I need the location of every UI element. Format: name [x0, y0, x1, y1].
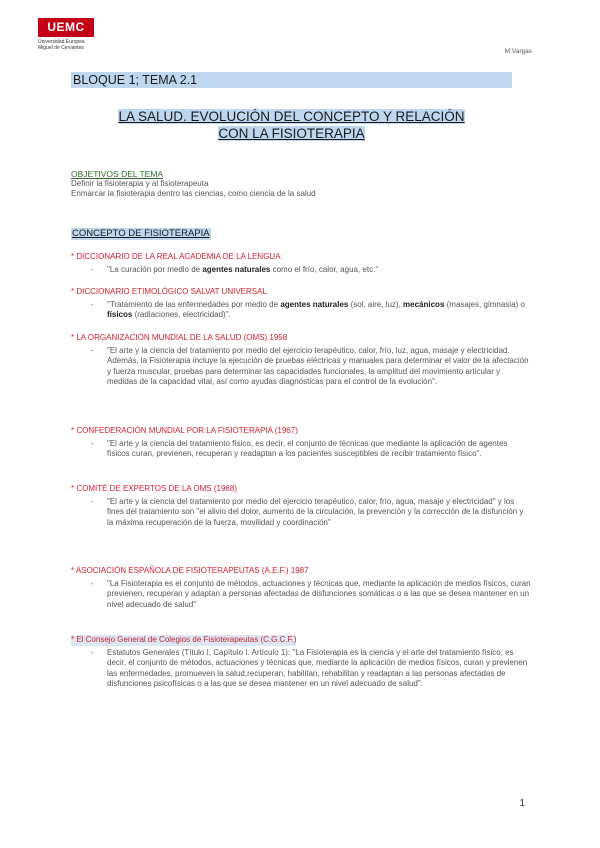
page-title: [71, 108, 512, 142]
entry-item: [71, 439, 531, 460]
entry-item: [71, 579, 531, 611]
item-bold: agentes naturales: [202, 264, 271, 274]
bullet-dash: -: [91, 578, 94, 588]
item-text: (radiaciones, electricidad)".: [132, 310, 231, 319]
entry-cgcf: [71, 635, 531, 690]
item-text: (masajes, gimnasia) o: [444, 299, 525, 309]
item-text: "El arte y la ciencia del tratamiento por medio del ejercicio terapéutico, calor, frío, luz, agua, masaje y electricidad. Además, la Fisioterapia incluye la ejecución de pruebas eléctricas y manuales para determinar el valor de la afectación y fuerza muscular, pruebas para determinar las capacidades funcionales, la amplitud del movimiento articular y medidas de la capacidad vital, así como ayudas diagnósticas para el control de la evolución".: [107, 345, 529, 386]
bullet-dash: -: [91, 438, 94, 448]
entry-rae: [71, 252, 531, 275]
logo-mark: UEMC: [38, 18, 94, 37]
logo-subtitle: Universidad Europea Miguel de Cervantes: [38, 39, 85, 51]
page-number: 1: [519, 798, 525, 809]
bullet-dash: -: [91, 299, 94, 309]
entry-comite: [71, 484, 531, 528]
entry-salvat: [71, 287, 531, 321]
bullet-dash: -: [91, 345, 94, 355]
author-name: M.Vargas: [504, 48, 532, 55]
entry-aef: [71, 566, 531, 610]
objetivo-line-1: Definir la fisioterapia y al fisioterapeuta: [71, 179, 209, 188]
item-text: "El arte y la ciencia del tratamiento por medio del ejercicio terapéutico, calor, frío, agua, masaje y electricidad" y los fines del tratamiento son "el alivio del dolor, aumento de la circulación, la prevención y la corrección de la disfunción y la máxima recuperación de la fuerza, movilidad y coordinación": [107, 496, 524, 527]
item-bold: físicos: [107, 310, 133, 319]
uemc-logo: [38, 18, 98, 51]
entry-heading: * El Consejo General de Colegios de Fisioterapeutas (C.G.C.F.): [71, 635, 297, 644]
title-line-1: LA SALUD. EVOLUCIÓN DEL CONCEPTO Y RELACIÓN: [118, 109, 465, 124]
entry-item: [71, 265, 531, 276]
entry-heading: * CONFEDERACIÓN MUNDIAL POR LA FISIOTERAPIA (1967): [71, 426, 298, 435]
concepto-heading: CONCEPTO DE FISIOTERAPIA: [72, 228, 210, 239]
entry-item: [71, 648, 531, 690]
objetivos-heading: OBJETIVOS DEL TEMA: [71, 169, 164, 179]
bloque-heading: BLOQUE 1; TEMA 2.1: [71, 72, 512, 88]
item-text: "Tratamiento de las enfermedades por medio de: [107, 299, 281, 309]
item-text: "El arte y la ciencia del tratamiento físico, es decir, el conjunto de técnicas que mediante la aplicación de agentes físicos curan, previenen, recuperan y readaptan a los pacientes susceptibles de recibir tratamiento físico".: [107, 438, 508, 458]
item-text: Estatutos Generales (Título I, Capítulo I. Artículo 1): "La Fisioterapia es la ciencia y el arte del tratamiento físico; es decir, el conjunto de métodos, actuaciones y técnicas que, mediante la aplicación de medios físicos, curan y previenen las enfermedades, promueven la salud,recuperan, habilitan, rehabilitan y readaptan a las personas afectadas de disfunciones psicofísicas o a las que se desea mantener en un nivel adecuado de salud".: [107, 647, 528, 688]
entry-heading: * ASOCIACIÓN ESPAÑOLA DE FISIOTERAPEUTAS (A.E.F.) 1987: [71, 566, 309, 575]
concepto-section: [71, 228, 541, 240]
entry-item: [71, 497, 531, 529]
entry-heading: * LA ORGANIZACIÓN MUNDIAL DE LA SALUD (OMS) 1958: [71, 333, 288, 342]
entry-oms: [71, 333, 531, 388]
entry-item: [71, 300, 531, 321]
bullet-dash: -: [91, 496, 94, 506]
item-bold: mecánicos: [403, 299, 445, 309]
item-bold: agentes naturales: [280, 299, 349, 309]
objetivos-section: [71, 169, 541, 199]
objetivo-line-2: Enmarcar la fisioterapia dentro las ciencias, como ciencia de la salud: [71, 189, 316, 198]
item-text: "La Fisioterapia es el conjunto de métodos, actuaciones y técnicas que, mediante la aplicación de medios físicos, curan previenen, recuperan y adaptan a personas afectadas de disfunciones somáticas o a las que se desea mantener en un nivel adecuado de salud": [107, 578, 531, 609]
title-line-2: CON LA FISIOTERAPIA: [218, 126, 365, 141]
entry-heading: * DICCIONARIO ETIMOLÓGICO SALVAT UNIVERSAL: [71, 287, 267, 296]
entry-cmf: [71, 426, 531, 460]
item-text: "La curación por medio de: [107, 264, 203, 274]
item-text: (sol, aire, luz),: [348, 299, 404, 309]
item-text: como el frío, calor, agua, etc.": [270, 264, 379, 274]
bullet-dash: -: [91, 264, 94, 274]
entry-item: [71, 346, 531, 388]
entry-heading: * COMITÉ DE EXPERTOS DE LA OMS (1968): [71, 484, 237, 493]
entry-heading: * DICCIONARIO DE LA REAL ACADEMIA DE LA LENGUA: [71, 252, 281, 261]
bullet-dash: -: [91, 647, 94, 657]
